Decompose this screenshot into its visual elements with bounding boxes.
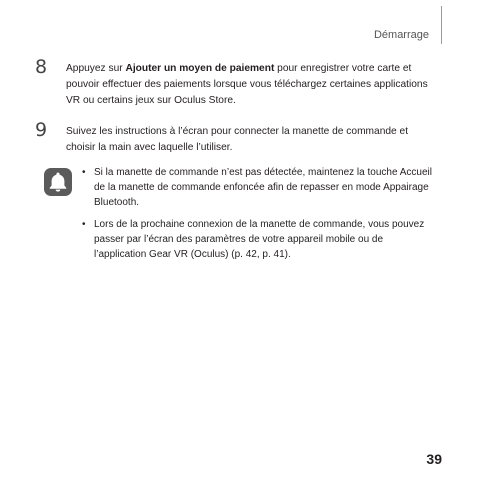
list-item: [78, 217, 438, 262]
bell-icon: [44, 168, 72, 196]
step-number: 9: [35, 119, 48, 141]
step-text: [66, 61, 440, 109]
note-text: Si la manette de commande n’est pas détectée, maintenez la touche Accueil de la manette de commande enfoncée afin de repasser en mode Appairage Bluetooth.: [94, 167, 432, 208]
page-number: 39: [426, 451, 442, 467]
bullet: •: [82, 167, 86, 178]
step-text: Suivez les instructions à l’écran pour connecter la manette de commande et choisir la main avec laquelle l’utiliser.: [66, 126, 409, 153]
note-text: Lors de la prochaine connexion de la manette de commande, vous pouvez passer par l’écran des paramètres de votre appareil mobile ou de l’application Gear VR (Oculus) (p. 42, p. 41).: [94, 219, 425, 260]
step-text-after: pour enregistrer votre carte et pouvoir effectuer des paiements lorsque vous téléchargez certaines applications VR ou certains jeux sur Oculus Store.: [66, 63, 428, 106]
bullet: •: [82, 219, 86, 230]
list-item: [78, 165, 438, 210]
add-payment-method-label: Ajouter un moyen de paiement: [125, 63, 275, 74]
section-title: Démarrage: [373, 29, 429, 41]
step-text-before: Appuyez sur: [66, 63, 126, 74]
header-divider: [441, 6, 442, 44]
notes-list: [78, 165, 438, 269]
step-number: 8: [35, 56, 48, 78]
